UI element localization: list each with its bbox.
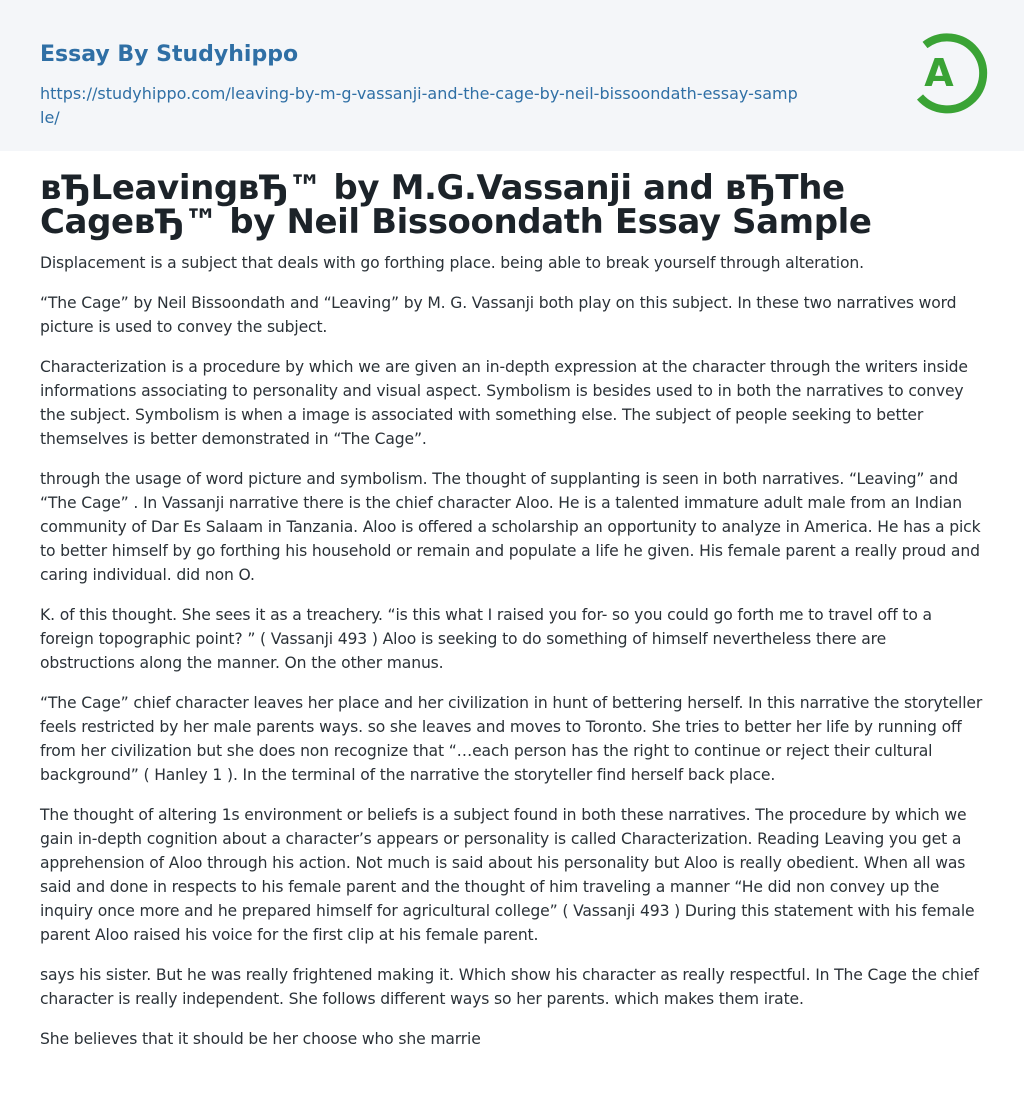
essay-paragraph: “The Cage” by Neil Bissoondath and “Leaving” by M. G. Vassanji both play on this subject. In these two narratives word picture is used to convey the subject. <box>40 294 957 336</box>
essay-paragraph: The thought of altering 1s environment or beliefs is a subject found in both these narratives. The procedure by which we gain in-depth cognition about a character’s appears or personality is called Characterization. Reading Leaving you get a apprehension of Aloo through his action. Not much is said about his personality but Aloo is really obedient. When all was said and done in respects to his female parent and the thought of him traveling a manner “He did non convey up the inquiry once more and he prepared himself for agricultural college” ( Vassanji 493 ) During this statement with his female parent Aloo raised his voice for the first clip at his female parent. <box>40 806 975 944</box>
essay-paragraph: “The Cage” chief character leaves her place and her civilization in hunt of bettering herself. In this narrative the storyteller feels restricted by her male parents ways. so she leaves and moves to Toronto. She tries to better her life by running off from her civilization but she does non recognize that “…each person has the right to continue or reject their cultural background” ( Hanley 1 ). In the terminal of the narrative the storyteller find herself back place. <box>40 694 983 784</box>
essay-content <box>0 151 1024 1051</box>
essay-paragraph: She believes that it should be her choose who she marrie <box>40 1030 481 1048</box>
studyhippo-logo-icon[interactable] <box>906 27 992 117</box>
essay-paragraph: K. of this thought. She sees it as a treachery. “is this what I raised you for- so you could go forth me to travel off to a foreign topographic point? ” ( Vassanji 493 ) Aloo is seeking to do something of himself nevertheless there are obstructions along the manner. On the other manus. <box>40 606 932 672</box>
essay-paragraph: Characterization is a procedure by which we are given an in-depth expression at the character through the writers inside informations associating to personality and visual aspect. Symbolism is besides used to in both the narratives to convey the subject. Symbolism is when a image is associated with something else. The subject of people seeking to better themselves is better demonstrated in “The Cage”. <box>40 358 968 448</box>
page-url-link[interactable]: https://studyhippo.com/leaving-by-m-g-vassanji-and-the-cage-by-neil-bissoondath-essay-sample/ <box>40 84 798 127</box>
essay-paragraph: Displacement is a subject that deals with go forthing place. being able to break yourself through alteration. <box>40 254 864 272</box>
site-header <box>0 0 1024 151</box>
logo-letter: A <box>924 51 954 95</box>
essay-paragraph: says his sister. But he was really frightened making it. Which show his character as really respectful. In The Cage the chief character is really independent. She follows different ways so her parents. which makes them irate. <box>40 966 979 1008</box>
essay-title: вЂLeavingвЂ™ by M.G.Vassanji and вЂThe CageвЂ™ by Neil Bissoondath Essay Sample <box>40 168 872 242</box>
essay-paragraph: through the usage of word picture and symbolism. The thought of supplanting is seen in both narratives. “Leaving” and “The Cage” . In Vassanji narrative there is the chief character Aloo. He is a talented immature adult male from an Indian community of Dar Es Salaam in Tanzania. Aloo is offered a scholarship an opportunity to analyze in America. He has a pick to better himself by go forthing his household or remain and populate a life he given. His female parent a really proud and caring individual. did non O. <box>40 470 981 584</box>
site-title[interactable]: Essay By Studyhippo <box>40 42 299 67</box>
